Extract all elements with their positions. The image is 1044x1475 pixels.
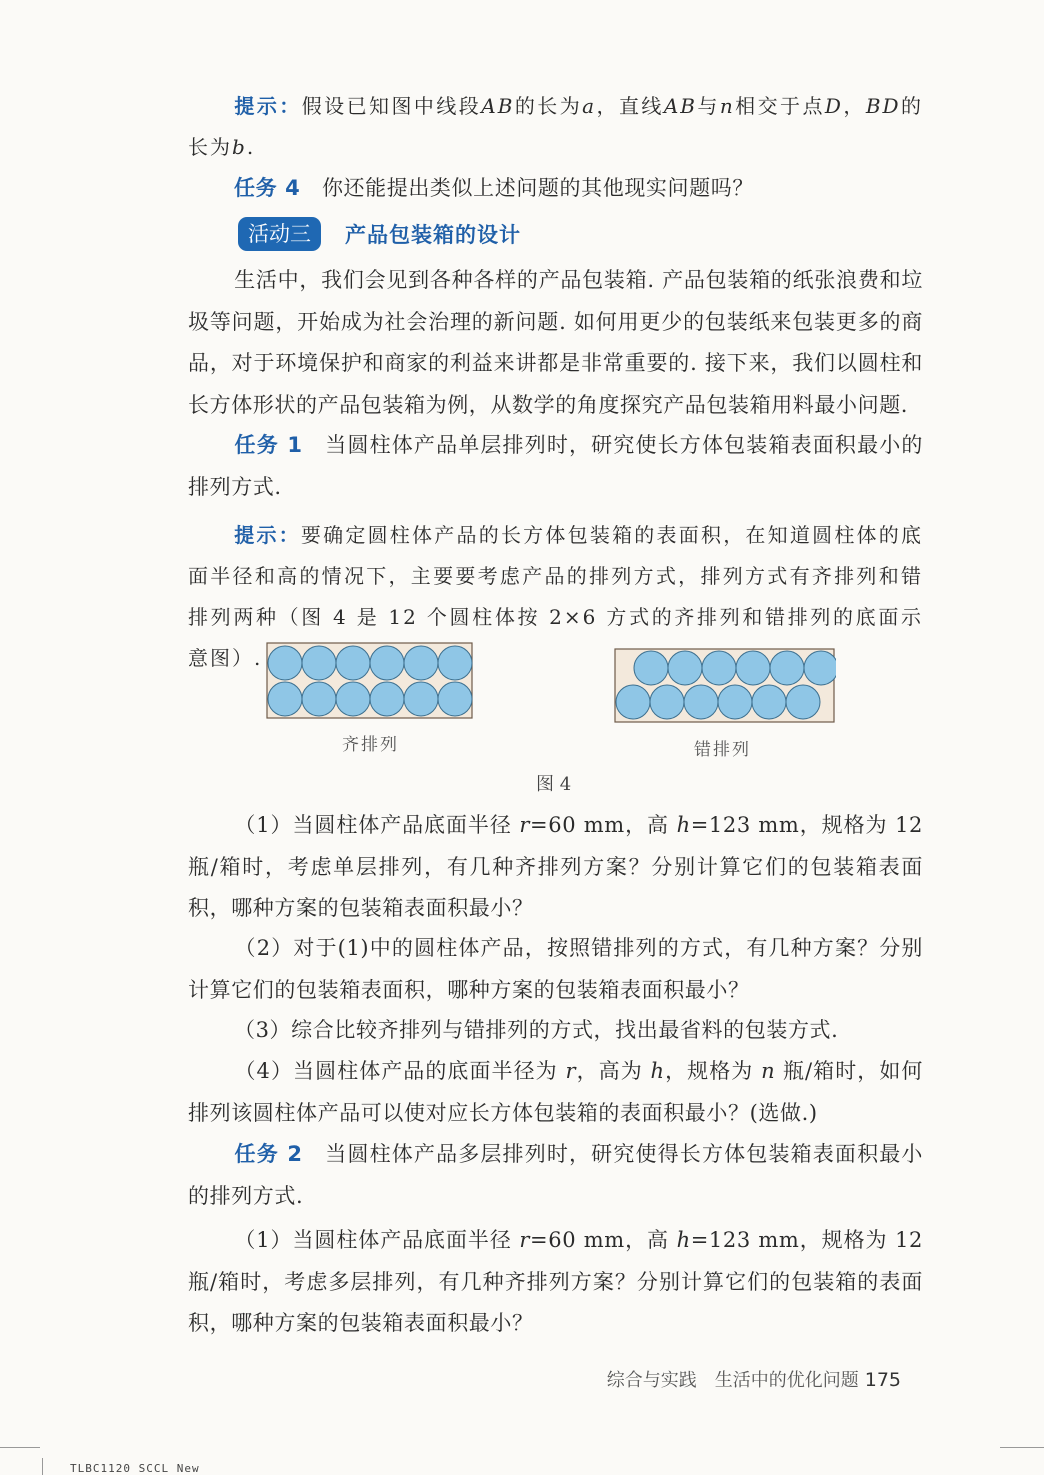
task2-item-1: （1）当圆柱体产品底面半径 r=60 mm，高 h=123 mm，规格为 12 瓶/箱时，考虑多层排列，有几种齐排列方案？分别计算它们的包装箱的表面积，哪种方案的包装箱表面积最小？	[188, 1228, 923, 1335]
staggered-cylinder-base	[616, 685, 650, 719]
task2-label: 任务 2	[234, 1142, 303, 1166]
crop-mark	[0, 1447, 40, 1448]
footer-section: 综合与实践 生活中的优化问题	[606, 1370, 859, 1391]
aligned-cylinder-base	[268, 682, 302, 716]
staggered-cylinder-base	[770, 651, 804, 685]
staggered-arrangement-figure	[614, 648, 836, 724]
aligned-cylinder-base	[370, 646, 404, 680]
print-code: TLBC1120 SCCL New	[70, 1462, 200, 1475]
staggered-cylinder-base	[634, 651, 668, 685]
aligned-cylinder-base	[302, 682, 336, 716]
staggered-cylinder-base	[786, 685, 820, 719]
aligned-arrangement-figure	[266, 642, 474, 720]
aligned-cylinder-base	[404, 682, 438, 716]
activity-header	[238, 216, 521, 252]
intro-paragraph: 生活中，我们会见到各种各样的产品包装箱. 产品包装箱的纸张浪费和垃圾等问题，开始成为社会治理的新问题. 如何用更少的包装纸来包装更多的商品，对于环境保护和商家的利益来讲都是非常重要的. 接下来，我们以圆柱和长方体形状的产品包装箱为例，从数学的角度探究产品包装箱用料最小问题.	[188, 268, 923, 417]
aligned-cylinder-base	[268, 646, 302, 680]
page-number: 175	[864, 1369, 901, 1391]
task1-item-1: （1）当圆柱体产品底面半径 r=60 mm，高 h=123 mm，规格为 12 瓶/箱时，考虑单层排列，有几种齐排列方案？分别计算它们的包装箱表面积，哪种方案的包装箱表面积最小？	[188, 813, 923, 920]
task4-paragraph: 任务 4 你还能提出类似上述问题的其他现实问题吗？	[234, 176, 754, 200]
aligned-caption: 齐排列	[342, 735, 399, 755]
staggered-cylinder-base	[702, 651, 736, 685]
aligned-cylinder-base	[404, 646, 438, 680]
crop-mark	[1000, 1447, 1044, 1448]
staggered-cylinder-base	[650, 685, 684, 719]
staggered-cylinder-base	[718, 685, 752, 719]
task1-item-3: （3）综合比较齐排列与错排列的方式，找出最省料的包装方式.	[234, 1018, 839, 1042]
hint-paragraph-1: 提示：假设已知图中线段AB的长为a，直线AB与n相交于点D，BD的长为b.	[188, 94, 924, 159]
task1-item-4: （4）当圆柱体产品的底面半径为 r，高为 h，规格为 n 瓶/箱时，如何排列该圆柱体产品可以使对应长方体包装箱的表面积最小？(选做.)	[188, 1059, 923, 1125]
aligned-cylinder-base	[438, 646, 472, 680]
staggered-cylinder-base	[752, 685, 786, 719]
staggered-caption: 错排列	[694, 740, 751, 760]
hint-paragraph-2: 提示：要确定圆柱体产品的长方体包装箱的表面积，在知道圆柱体的底面半径和高的情况下，主要要考虑产品的排列方式，排列方式有齐排列和错排列两种（图 4 是 12 个圆柱体按 2×6 方式的齐排列和错排列的底面示意图）.	[188, 523, 924, 670]
aligned-cylinder-base	[438, 682, 472, 716]
activity-badge: 活动三	[238, 217, 321, 251]
crop-mark	[42, 1458, 43, 1475]
task1-item-2: （2）对于(1)中的圆柱体产品，按照错排列的方式，有几种方案？分别计算它们的包装箱表面积，哪种方案的包装箱表面积最小？	[188, 936, 923, 1002]
task1-label: 任务 1	[234, 433, 303, 457]
aligned-cylinder-base	[370, 682, 404, 716]
staggered-cylinder-base	[804, 651, 836, 685]
hint-label: 提示：	[234, 523, 301, 547]
figure-label: 图 4	[536, 774, 572, 795]
aligned-cylinder-base	[336, 682, 370, 716]
task2-paragraph: 任务 2 当圆柱体产品多层排列时，研究使得长方体包装箱表面积最小的排列方式.	[188, 1142, 923, 1208]
aligned-cylinder-base	[336, 646, 370, 680]
page-footer	[607, 1366, 901, 1392]
activity-title: 产品包装箱的设计	[345, 223, 521, 247]
staggered-cylinder-base	[668, 651, 702, 685]
aligned-cylinder-base	[302, 646, 336, 680]
staggered-cylinder-base	[736, 651, 770, 685]
task4-label: 任务 4	[234, 176, 301, 200]
task1-paragraph: 任务 1 当圆柱体产品单层排列时，研究使长方体包装箱表面积最小的排列方式.	[188, 433, 923, 499]
hint-label: 提示：	[234, 94, 302, 118]
staggered-cylinder-base	[684, 685, 718, 719]
